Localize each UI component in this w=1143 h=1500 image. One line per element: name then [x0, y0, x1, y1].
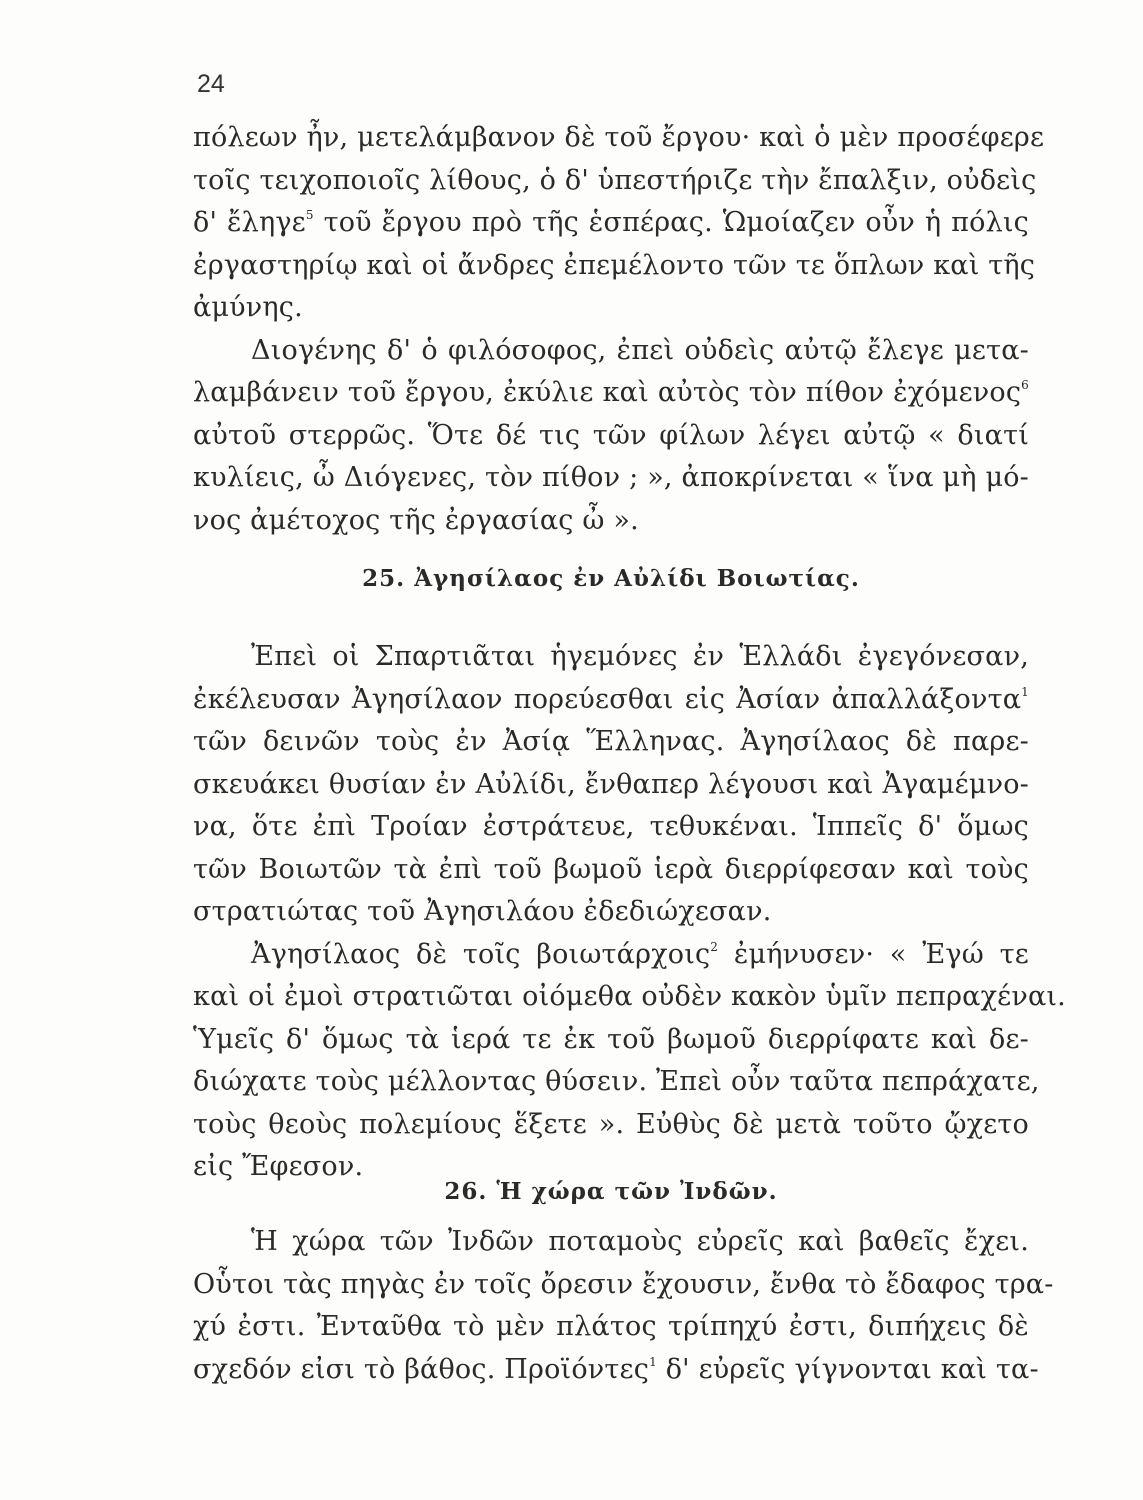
text-line: τοῖς τειχοποιοῖς λίθους, ὁ δ' ὑπεστήριζε τὴν ἔπαλξιν, οὐδεὶς: [193, 164, 1037, 196]
text-line: κυλίεις, ὦ Διόγενες, τὸν πίθον ; », ἀποκρίνεται « ἵνα μὴ μό-: [193, 462, 1029, 493]
text-line: τῶν δεινῶν τοὺς ἐν Ἀσίᾳ Ἕλληνας. Ἀγησίλαος δὲ παρε-: [193, 726, 1029, 757]
footnote-marker: 5: [305, 208, 314, 222]
text-segment: λαμβάνειν τοῦ ἔργου, ἐκύλιε καὶ αὐτὸς τὸν πίθον ἐχόμενος: [193, 377, 1022, 408]
text-line: πόλεων ἦν, μετελάμβανον δὲ τοῦ ἔργου· καὶ ὁ μὲν προσέφερε: [193, 122, 1045, 153]
text-line: χύ ἐστι. Ἐνταῦθα τὸ μὲν πλάτος τρίπηχύ ἐστι, διπήχεις δὲ: [193, 1311, 1029, 1342]
footnote-marker: 2: [710, 939, 719, 954]
text-line: νος ἀμέτοχος τῆς ἐργασίας ὦ ».: [193, 504, 639, 536]
text-line: [193, 1349, 1039, 1392]
text-line: σκευάκει θυσίαν ἐν Αὐλίδι, ἔνθαπερ λέγουσι καὶ Ἀγαμέμνο-: [193, 768, 1029, 800]
text-line: στρατιώτας τοῦ Ἀγησιλάου ἐδεδιώχεσαν.: [193, 896, 772, 927]
text-line: διώχατε τοὺς μέλλοντας θύσειν. Ἐπεὶ οὖν ταῦτα πεπράχατε,: [193, 1066, 1040, 1097]
section-heading-25: 25. Ἀγησίλαος ἐν Αὐλίδι Βοιωτίας.: [362, 565, 860, 592]
text-line: [193, 372, 1029, 415]
section-heading-26: 26. Ἡ χώρα τῶν Ἰνδῶν.: [444, 1178, 778, 1205]
text-line: [193, 202, 1029, 245]
page-number: 24: [197, 70, 225, 98]
text-line: Ἡ χώρα τῶν Ἰνδῶν ποταμοὺς εὐρεῖς καὶ βαθεῖς ἔχει.: [251, 1226, 1029, 1257]
text-line: Ἐπεὶ οἱ Σπαρτιᾶται ἡγεμόνες ἐν Ἑλλάδι ἐγεγόνεσαν,: [251, 641, 1029, 672]
text-line: εἰς Ἔφεσον.: [193, 1151, 364, 1182]
footnote-marker: 6: [1021, 378, 1029, 392]
footnote-marker: 1: [649, 1354, 657, 1369]
text-line: καὶ οἱ ἐμοὶ στρατιῶται οἰόμεθα οὐδὲν κακὸν ὑμῖν πεπραχέναι.: [193, 981, 1066, 1012]
text-segment: σχεδόν εἰσι τὸ βάθος. Προϊόντες: [193, 1353, 650, 1385]
text-line: [193, 679, 1029, 722]
paragraph-block-agesilaus: [193, 636, 1066, 1189]
text-segment: Ἀγησίλαος δὲ τοῖς βοιωτάρχοις: [251, 938, 711, 970]
paragraph-block-intro: [193, 117, 1045, 542]
text-line: [193, 934, 1029, 977]
text-line: Οὗτοι τὰς πηγὰς ἐν τοῖς ὄρεσιν ἔχουσιν, ἔνθα τὸ ἔδαφος τρα-: [193, 1268, 1054, 1300]
text-line: Διογένης δ' ὁ φιλόσοφος, ἐπεὶ οὐδεὶς αὐτῷ ἔλεγε μετα-: [251, 334, 1029, 366]
footnote-marker: 1: [1021, 684, 1029, 699]
text-line: ἐργαστηρίῳ καὶ οἱ ἄνδρες ἐπεμέλοντο τῶν τε ὅπλων καὶ τῆς: [193, 249, 1036, 281]
text-line: Ὑμεῖς δ' ὅμως τὰ ἱερά τε ἐκ τοῦ βωμοῦ διερρίφατε καὶ δε-: [193, 1023, 1029, 1055]
text-line: ἀμύνης.: [193, 292, 303, 323]
text-segment: δ' εὐρεῖς γίγνονται καὶ τα-: [665, 1353, 1039, 1385]
text-line: αὐτοῦ στερρῶς. Ὅτε δέ τις τῶν φίλων λέγει αὐτῷ « διατί: [193, 419, 1029, 451]
text-line: τῶν Βοιωτῶν τὰ ἐπὶ τοῦ βωμοῦ ἱερὰ διερρίφεσαν καὶ τοὺς: [193, 853, 1029, 885]
text-segment: ἐμήνυσεν· « Ἐγώ τε: [733, 938, 1029, 970]
text-segment: ἐκέλευσαν Ἀγησίλαον πορεύεσθαι εἰς Ἀσίαν ἀπαλλάξοντα: [193, 683, 1022, 715]
paragraph-block-india: [193, 1221, 1054, 1391]
text-segment: δ' ἔληγε: [193, 207, 306, 238]
text-segment: τοῦ ἔργου πρὸ τῆς ἑσπέρας. Ὡμοίαζεν οὖν ἡ πόλις: [323, 207, 1029, 238]
text-line: να, ὅτε ἐπὶ Τροίαν ἐστράτευε, τεθυκέναι. Ἱππεῖς δ' ὅμως: [193, 811, 1029, 842]
text-line: τοὺς θεοὺς πολεμίους ἕξετε ». Εὐθὺς δὲ μετὰ τοῦτο ᾤχετο: [193, 1108, 1029, 1140]
